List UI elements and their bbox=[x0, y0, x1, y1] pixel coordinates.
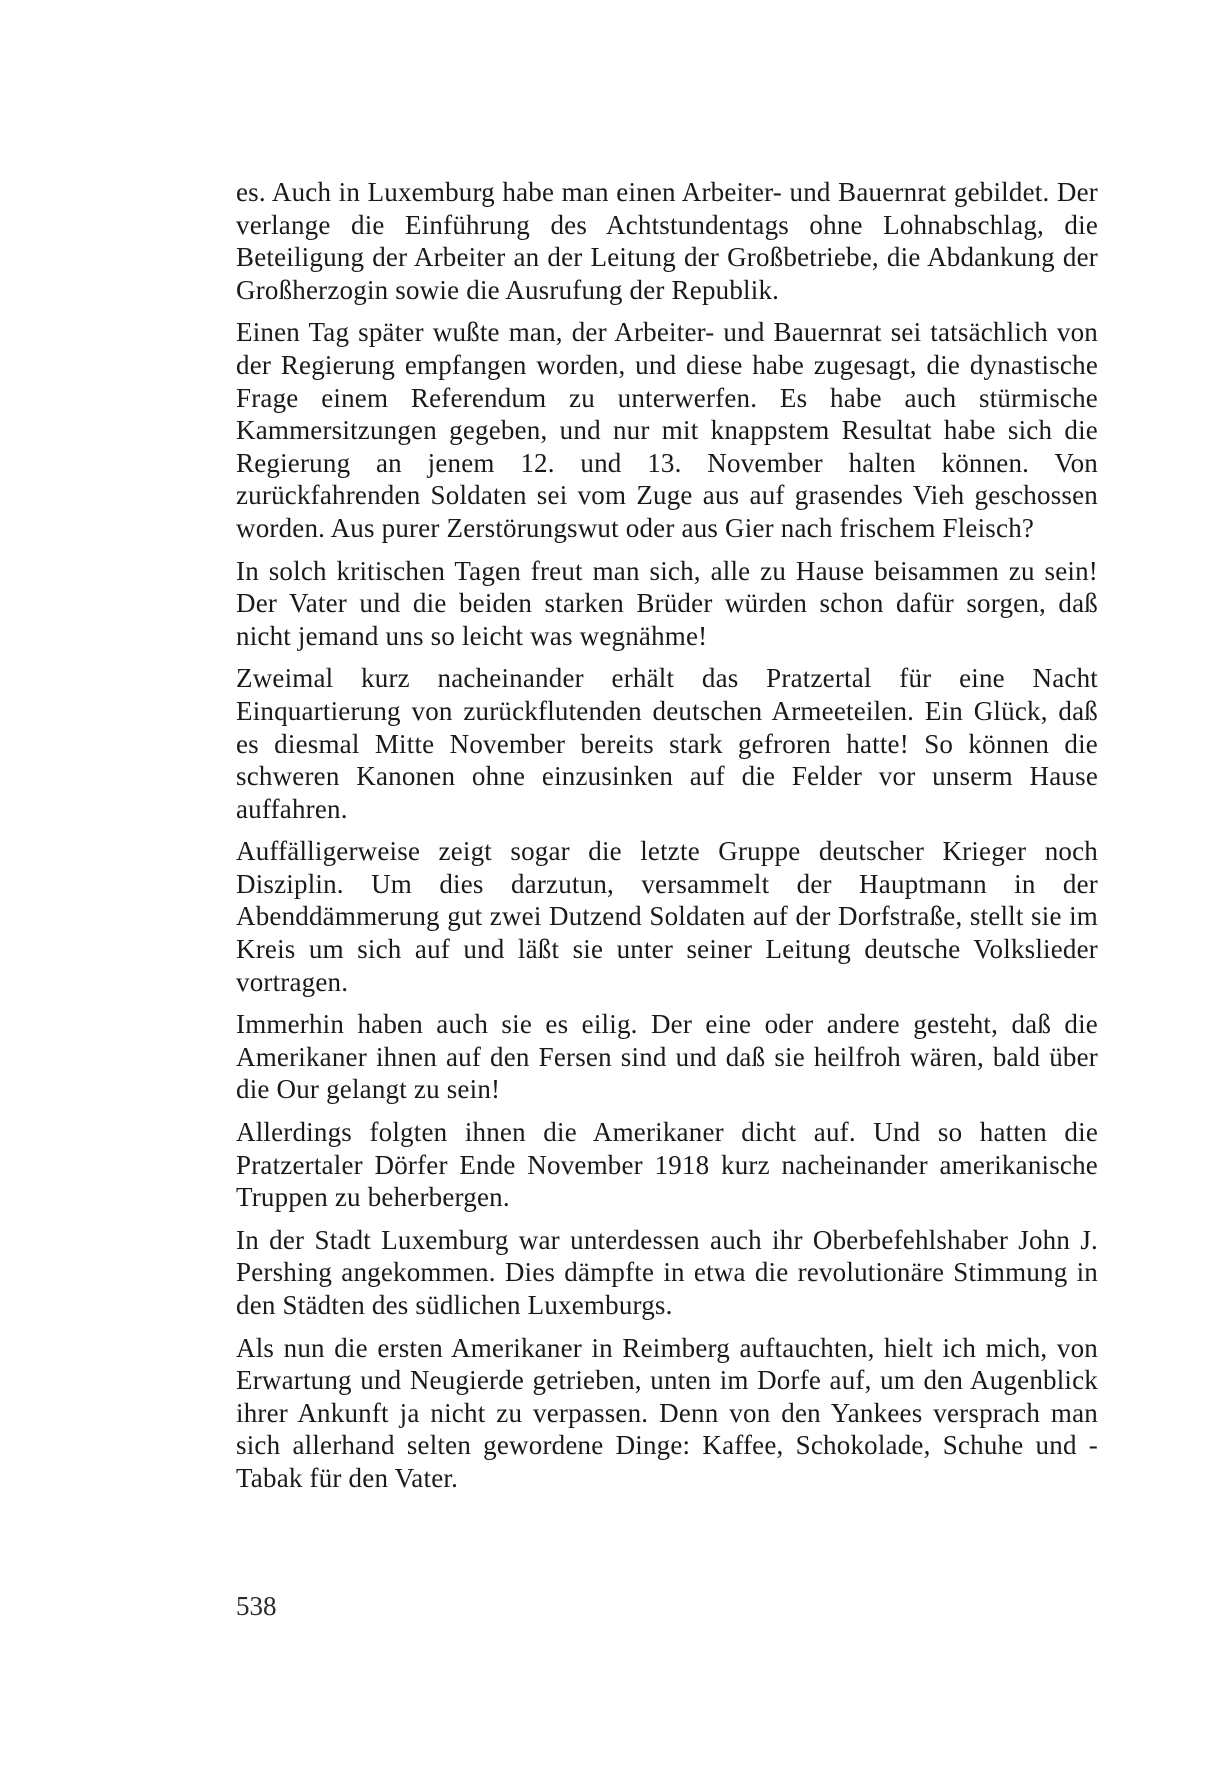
paragraph-9: Als nun die ersten Amerikaner in Reimberg auftauchten, hielt ich mich, von Erwartung und Neugierde getrieben, unten im Dorfe auf, um den Augenblick ihrer Ankunft ja nicht zu verpassen. Denn von den Yankees versprach man sich allerhand selten gewordene Dinge: Kaffee, Schokolade, Schuhe und - Tabak für den Vater. bbox=[236, 1332, 1098, 1493]
paragraph-5: Auffälligerweise zeigt sogar die letzte Gruppe deutscher Krieger noch Disziplin. Um dies darzutun, versammelt der Hauptmann in der Abenddämmerung gut zwei Dutzend Soldaten auf der Dorfstraße, stellt sie im Kreis um sich auf und läßt sie unter seiner Leitung deutsche Volkslieder vortragen. bbox=[236, 836, 1098, 997]
paragraph-4: Zweimal kurz nacheinander erhält das Pratzertal für eine Nacht Einquartierung von zurückflutenden deutschen Armeeteilen. Ein Glück, daß es diesmal Mitte November bereits stark gefroren hatte! So können die schweren Kanonen ohne einzusinken auf die Felder vor unserm Hause auffahren. bbox=[236, 663, 1098, 824]
page-number: 538 bbox=[236, 1591, 277, 1621]
paragraph-1: es. Auch in Luxemburg habe man einen Arbeiter- und Bauernrat gebildet. Der verlange die Einführung des Achtstundentags ohne Lohnabschlag, die Beteiligung der Arbeiter an der Leitung der Großbetriebe, die Abdankung der Großherzogin sowie die Ausrufung der Republik. bbox=[236, 177, 1098, 305]
paragraph-6: Immerhin haben auch sie es eilig. Der eine oder andere gesteht, daß die Amerikaner ihnen auf den Fersen sind und daß sie heilfroh wären, bald über die Our gelangt zu sein! bbox=[236, 1009, 1098, 1105]
body-text bbox=[236, 176, 1098, 1505]
paragraph-7: Allerdings folgten ihnen die Amerikaner dicht auf. Und so hatten die Pratzertaler Dörfer Ende November 1918 kurz nacheinander amerikanische Truppen zu beherbergen. bbox=[236, 1117, 1098, 1213]
paragraph-2: Einen Tag später wußte man, der Arbeiter- und Bauernrat sei tatsächlich von der Regierung empfangen worden, und diese habe zugesagt, die dynastische Frage einem Referendum zu unterwerfen. Es habe auch stürmische Kammersitzungen gegeben, und nur mit knappstem Resultat habe sich die Regierung an jenem 12. und 13. November halten können. Von zurückfahrenden Soldaten sei vom Zuge aus auf grasendes Vieh geschossen worden. Aus purer Zerstörungswut oder aus Gier nach frischem Fleisch? bbox=[236, 317, 1098, 543]
paragraph-3: In solch kritischen Tagen freut man sich, alle zu Hause beisammen zu sein! Der Vater und die beiden starken Brüder würden schon dafür sorgen, daß nicht jemand uns so leicht was wegnähme! bbox=[236, 555, 1098, 651]
paragraph-8: In der Stadt Luxemburg war unterdessen auch ihr Oberbefehlshaber John J. Pershing angekommen. Dies dämpfte in etwa die revolutionäre Stimmung in den Städten des südlichen Luxemburgs. bbox=[236, 1224, 1098, 1320]
